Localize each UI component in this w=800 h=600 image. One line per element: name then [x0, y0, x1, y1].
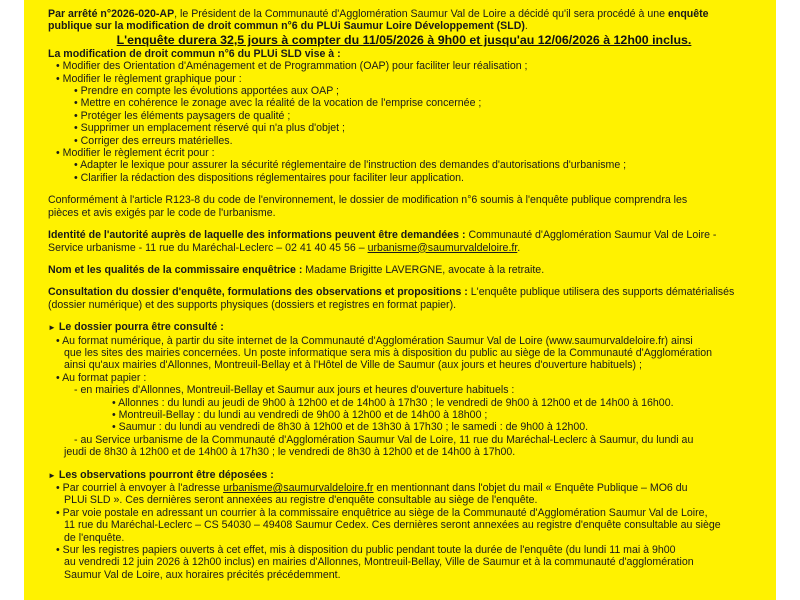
list-item: • Au format papier :	[56, 371, 147, 384]
list-item: - en mairies d'Allonnes, Montreuil-Bellay et Saumur aux jours et heures d'ouverture habituels :	[74, 384, 515, 397]
list-item-continuation: jeudi de 8h30 à 12h00 et de 14h00 à 17h30 ; le vendredi de 8h30 à 12h00 et de 14h00 à 17h00.	[64, 446, 516, 459]
consultation-paragraph: Consultation du dossier d'enquête, formulations des observations et propositions : L'enquête publique utilisera des supports dématérialisés (dossier numérique) et des supports physiques (dossiers et registres en format papier).	[48, 286, 735, 311]
list-item: • Par voie postale en adressant un courrier à la commissaire enquêtrice au siège de la Communauté d'Agglomération Saumur Val de Loire,	[56, 506, 708, 519]
notice-content	[48, 8, 760, 581]
arrow-right-icon: ►	[48, 470, 56, 480]
list-item: • Modifier le règlement écrit pour :	[56, 147, 215, 160]
list-item: • Corriger des erreurs matérielles.	[74, 134, 233, 147]
list-item-continuation: de l'enquête.	[64, 531, 125, 544]
list-item: • Par courriel à envoyer à l'adresse urbanisme@saumurvaldeloire.fr en mentionnant dans l'objet du mail « Enquête Publique – MO6 du	[56, 482, 688, 494]
identity-paragraph: Identité de l'autorité auprès de laquelle des informations peuvent être demandées : Communauté d'Agglomération Saumur Val de Loire - Service urbanisme - 11 rue du Maréchal-Leclerc – 02 41 40 45 56 – urbanisme@saumurvaldeloire.fr.	[48, 229, 717, 254]
list-item: - au Service urbanisme de la Communauté d'Agglomération Saumur Val de Loire, 11 rue du Maréchal-Leclerc à Saumur, du lundi au	[74, 433, 694, 446]
conformity-paragraph: Conformément à l'article R123-8 du code de l'environnement, le dossier de modification n°6 soumis à l'enquête publique comprendra les pièces et avis exigés par le code de l'urbanisme.	[48, 194, 688, 219]
list-item-continuation: ainsi qu'aux mairies d'Allonnes, Montreuil-Bellay et à l'Hôtel de Ville de Saumur (aux jours et heures d'ouverture habituels) ;	[64, 359, 642, 372]
commissioner-paragraph: Nom et les qualités de la commissaire enquêtrice : Madame Brigitte LAVERGNE, avocate à la retraite.	[48, 263, 545, 276]
list-item: • Adapter le lexique pour assurer la sécurité réglementaire de l'instruction des demandes d'autorisations d'urbanisme ;	[74, 159, 627, 172]
list-item: • Au format numérique, à partir du site internet de la Communauté d'Agglomération Saumur Val de Loire (www.saumurvaldeloire.fr) ainsi	[56, 334, 693, 347]
list-item: • Mettre en cohérence le zonage avec la réalité de la vocation de l'emprise concernée ;	[74, 97, 482, 110]
list-item: • Sur les registres papiers ouverts à cet effet, mis à disposition du public pendant toute la durée de l'enquête (du lundi 11 mai à 9h00	[56, 544, 676, 557]
list-item-continuation: au vendredi 12 juin 2026 à 12h00 inclus) en mairies d'Allonnes, Montreuil-Bellay, Ville de Saumur et à la communauté d'agglomération	[64, 556, 694, 569]
list-item: • Supprimer un emplacement réservé qui n'a plus d'objet ;	[74, 122, 345, 135]
notice-page	[24, 0, 776, 600]
list-item-continuation: PLUi SLD ». Ces dernières seront annexées au registre d'enquête consultable au siège de l'enquête.	[64, 494, 538, 507]
list-item: • Prendre en compte les évolutions apportées aux OAP ;	[74, 85, 339, 98]
list-item-continuation: 11 rue du Maréchal-Leclerc – CS 54030 – 49408 Saumur Cedex. Ces dernières seront annexées au registre d'enquête consultable au siège	[64, 519, 721, 532]
list-item: • Protéger les éléments paysagers de qualité ;	[74, 109, 291, 122]
list-item: • Montreuil-Bellay : du lundi au vendredi de 9h00 à 12h00 et de 14h00 à 18h00 ;	[112, 408, 488, 421]
list-item: • Saumur : du lundi au vendredi de 8h30 à 12h00 et de 13h30 à 17h30 ; le samedi : de 9h00 à 12h00.	[112, 421, 589, 434]
list-item: • Modifier des Orientation d'Aménagement et de Programmation (OAP) pour faciliter leur réalisation ;	[56, 60, 528, 73]
inquiry-duration-headline: L'enquête durera 32,5 jours à compter du 11/05/2026 à 9h00 et jusqu'au 12/06/2026 à 12h00 inclus.	[116, 32, 692, 47]
objectives-title: La modification de droit commun n°6 du PLUi SLD vise à :	[48, 47, 341, 60]
email-link[interactable]: urbanisme@saumurvaldeloire.fr	[367, 241, 518, 254]
list-item: • Clarifier la rédaction des dispositions réglementaires pour faciliter leur application.	[74, 171, 464, 184]
list-item-continuation: Saumur Val de Loire, aux horaires précités précédemment.	[64, 568, 341, 581]
list-item: • Modifier le règlement graphique pour :	[56, 72, 242, 85]
intro-paragraph: Par arrêté n°2026-020-AP, le Président de la Communauté d'Agglomération Saumur Val de Loire a décidé qu'il sera procédé à une enquête publique sur la modification de droit commun n°6 du PLUi Saumur Loire Développement (SLD).	[48, 8, 709, 33]
list-item: • Allonnes : du lundi au jeudi de 9h00 à 12h00 et de 14h00 à 17h30 ; le vendredi de 9h00 à 12h00 et de 14h00 à 16h00.	[112, 396, 674, 409]
observations-title: ► Les observations pourront être déposées :	[48, 468, 274, 481]
decree-reference: Par arrêté n°2026-020-AP	[48, 8, 175, 20]
dossier-title: ► Le dossier pourra être consulté :	[48, 321, 224, 334]
email-link[interactable]: urbanisme@saumurvaldeloire.fr	[223, 482, 374, 494]
list-item-continuation: que les sites des mairies concernées. Un poste informatique sera mis à disposition du public au siège de la Communauté d'Agglomération	[64, 346, 713, 359]
arrow-right-icon: ►	[48, 323, 56, 333]
